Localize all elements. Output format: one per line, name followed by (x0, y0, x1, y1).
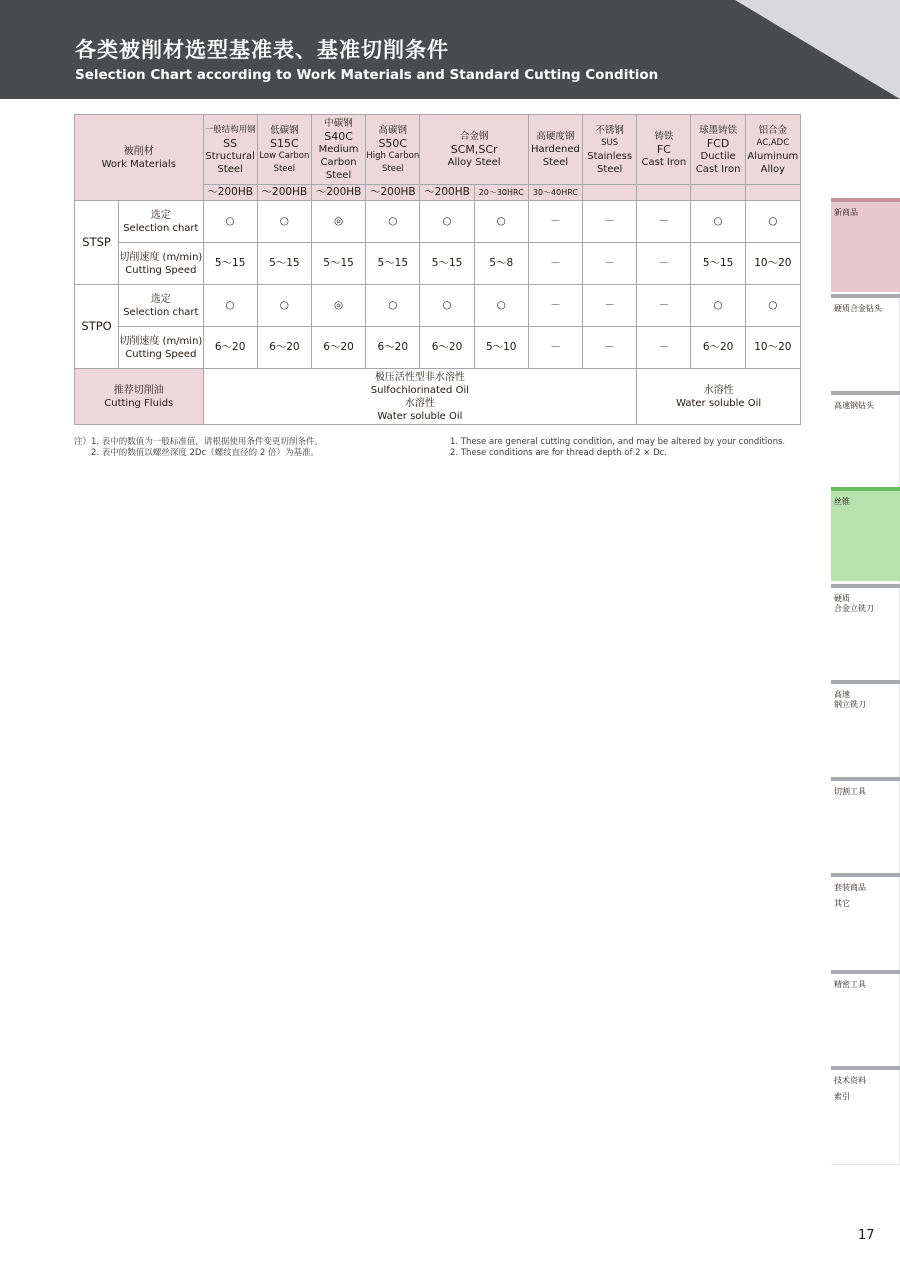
note-cn-2: 2. 表中的数值以螺丝深度 2Dc（螺纹直径的 2 倍）为基准。 (91, 448, 319, 458)
note-en-1: 1. These are general cutting condition, and may be altered by your conditions. (450, 437, 786, 447)
speed-value: 6～20 (420, 327, 474, 369)
page-title-cn: 各类被削材选型基准表、基准切削条件 (75, 38, 449, 62)
hardness-cell (745, 185, 800, 201)
hardness-cell: ～200HB (203, 185, 257, 201)
hardness-cell: ～200HB (311, 185, 365, 201)
speed-value: 5～15 (311, 243, 365, 285)
notes-cn (74, 437, 323, 459)
cutting-fluids-water-soluble: 水溶性 Water soluble Oil (637, 369, 801, 425)
side-tab-new-products[interactable]: 新商品 (831, 198, 900, 292)
selection-mark: ○ (203, 285, 257, 327)
speed-value: 6～20 (311, 327, 365, 369)
page-title-en: Selection Chart according to Work Materials and Standard Cutting Condition (75, 67, 659, 83)
hardness-cell: ～200HB (420, 185, 474, 201)
speed-value: 5～15 (203, 243, 257, 285)
selection-chart-table (74, 114, 801, 425)
speed-value: 6～20 (257, 327, 311, 369)
speed-value: － (637, 327, 691, 369)
hardness-cell (583, 185, 637, 201)
selection-label: 选定 Selection chart (119, 201, 203, 243)
material-ductile-cast-iron: 球墨铸铁 FCD Ductile Cast Iron (691, 115, 745, 185)
selection-mark: ○ (420, 201, 474, 243)
speed-value: 10～20 (745, 243, 800, 285)
material-aluminum: 铝合金 AC,ADC Aluminum Alloy (745, 115, 800, 185)
speed-value: 10～20 (745, 327, 800, 369)
selection-mark: － (528, 285, 582, 327)
stpo-speed-row (75, 327, 801, 369)
side-tab-sets-other[interactable]: 套装商品 其它 (831, 873, 900, 967)
selection-mark: － (583, 201, 637, 243)
speed-value: － (637, 243, 691, 285)
selection-mark: ○ (257, 201, 311, 243)
side-tab-taps[interactable]: 丝锥 (831, 487, 900, 581)
speed-value: － (583, 243, 637, 285)
cutting-fluids-sulfochlorinated: 极压活性型非水溶性 Sulfochlorinated Oil 水溶性 Water soluble Oil (203, 369, 637, 425)
note-en-2: 2. These conditions are for thread depth of 2 × Dc. (450, 448, 668, 458)
selection-mark: － (583, 285, 637, 327)
side-tab-hss-end-mills[interactable]: 高速 钢立铣刀 (831, 680, 900, 774)
side-tab-technical-index[interactable]: 技术资料 索引 (831, 1066, 900, 1160)
speed-value: 5～15 (257, 243, 311, 285)
side-tab-carbide-drills[interactable]: 硬质合金钻头 (831, 294, 900, 388)
hardness-cell: 30～40HRC (528, 185, 582, 201)
notes-en (450, 437, 785, 459)
speed-value: 5～15 (366, 243, 420, 285)
speed-value: － (583, 327, 637, 369)
selection-mark: － (637, 285, 691, 327)
selection-mark: ○ (745, 201, 800, 243)
speed-value: 6～20 (691, 327, 745, 369)
stpo-label: STPO (75, 285, 119, 369)
material-s40c: 中碳钢 S40C Medium Carbon Steel (311, 115, 365, 185)
selection-mark: ○ (745, 285, 800, 327)
selection-mark: ○ (420, 285, 474, 327)
selection-mark: － (528, 201, 582, 243)
page-header (0, 0, 900, 99)
page-number: 17 (858, 1228, 875, 1243)
side-tab-hss-drills[interactable]: 高速钢钻头 (831, 391, 900, 485)
hardness-cell: ～200HB (257, 185, 311, 201)
selection-mark: ○ (691, 201, 745, 243)
side-tab-precision-tools[interactable]: 精密工具 (831, 970, 900, 1064)
side-tab-carbide-end-mills[interactable]: 硬质 合金立铣刀 (831, 584, 900, 678)
speed-value: 5～8 (474, 243, 528, 285)
stpo-selection-row (75, 285, 801, 327)
selection-mark: ○ (474, 201, 528, 243)
speed-value: － (528, 243, 582, 285)
side-tab-cutting-tools[interactable]: 切割工具 (831, 777, 900, 871)
material-hardened-steel: 高硬度钢 Hardened Steel (528, 115, 582, 185)
header-row (75, 115, 801, 185)
selection-label: 选定 Selection chart (119, 285, 203, 327)
cutting-fluids-row (75, 369, 801, 425)
hardness-cell (637, 185, 691, 201)
speed-value: 5～10 (474, 327, 528, 369)
speed-value: 6～20 (366, 327, 420, 369)
header-corner-decoration (735, 0, 900, 99)
material-cast-iron: 铸铁 FC Cast Iron (637, 115, 691, 185)
work-materials-header: 被削材 Work Materials (75, 115, 204, 201)
selection-mark: ○ (366, 285, 420, 327)
material-stainless: 不锈钢 SUS Stainless Steel (583, 115, 637, 185)
material-ss: 一般结构用钢 SS Structural Steel (203, 115, 257, 185)
hardness-cell (691, 185, 745, 201)
note-cn-1: 注）1. 表中的数值为一般标准值，请根据使用条件变更切削条件。 (74, 437, 323, 447)
selection-mark: ○ (691, 285, 745, 327)
material-s50c: 高碳钢 S50C High Carbon Steel (366, 115, 420, 185)
selection-mark: ◎ (311, 285, 365, 327)
stsp-selection-row (75, 201, 801, 243)
speed-value: 5～15 (691, 243, 745, 285)
stsp-speed-row (75, 243, 801, 285)
material-alloy-steel: 合金钢 SCM,SCr Alloy Steel (420, 115, 528, 185)
hardness-cell: ～200HB (366, 185, 420, 201)
selection-mark: － (637, 201, 691, 243)
cutting-fluids-label: 推荐切削油 Cutting Fluids (75, 369, 204, 425)
material-s15c: 低碳钢 S15C Low Carbon Steel (257, 115, 311, 185)
selection-mark: ○ (257, 285, 311, 327)
selection-mark: ○ (203, 201, 257, 243)
speed-value: 5～15 (420, 243, 474, 285)
speed-value: － (528, 327, 582, 369)
speed-label: 切削速度 (m/min) Cutting Speed (119, 243, 203, 285)
stsp-label: STSP (75, 201, 119, 285)
selection-mark: ○ (474, 285, 528, 327)
selection-mark: ○ (366, 201, 420, 243)
selection-mark: ◎ (311, 201, 365, 243)
hardness-cell: 20～30HRC (474, 185, 528, 201)
speed-value: 6～20 (203, 327, 257, 369)
speed-label: 切削速度 (m/min) Cutting Speed (119, 327, 203, 369)
